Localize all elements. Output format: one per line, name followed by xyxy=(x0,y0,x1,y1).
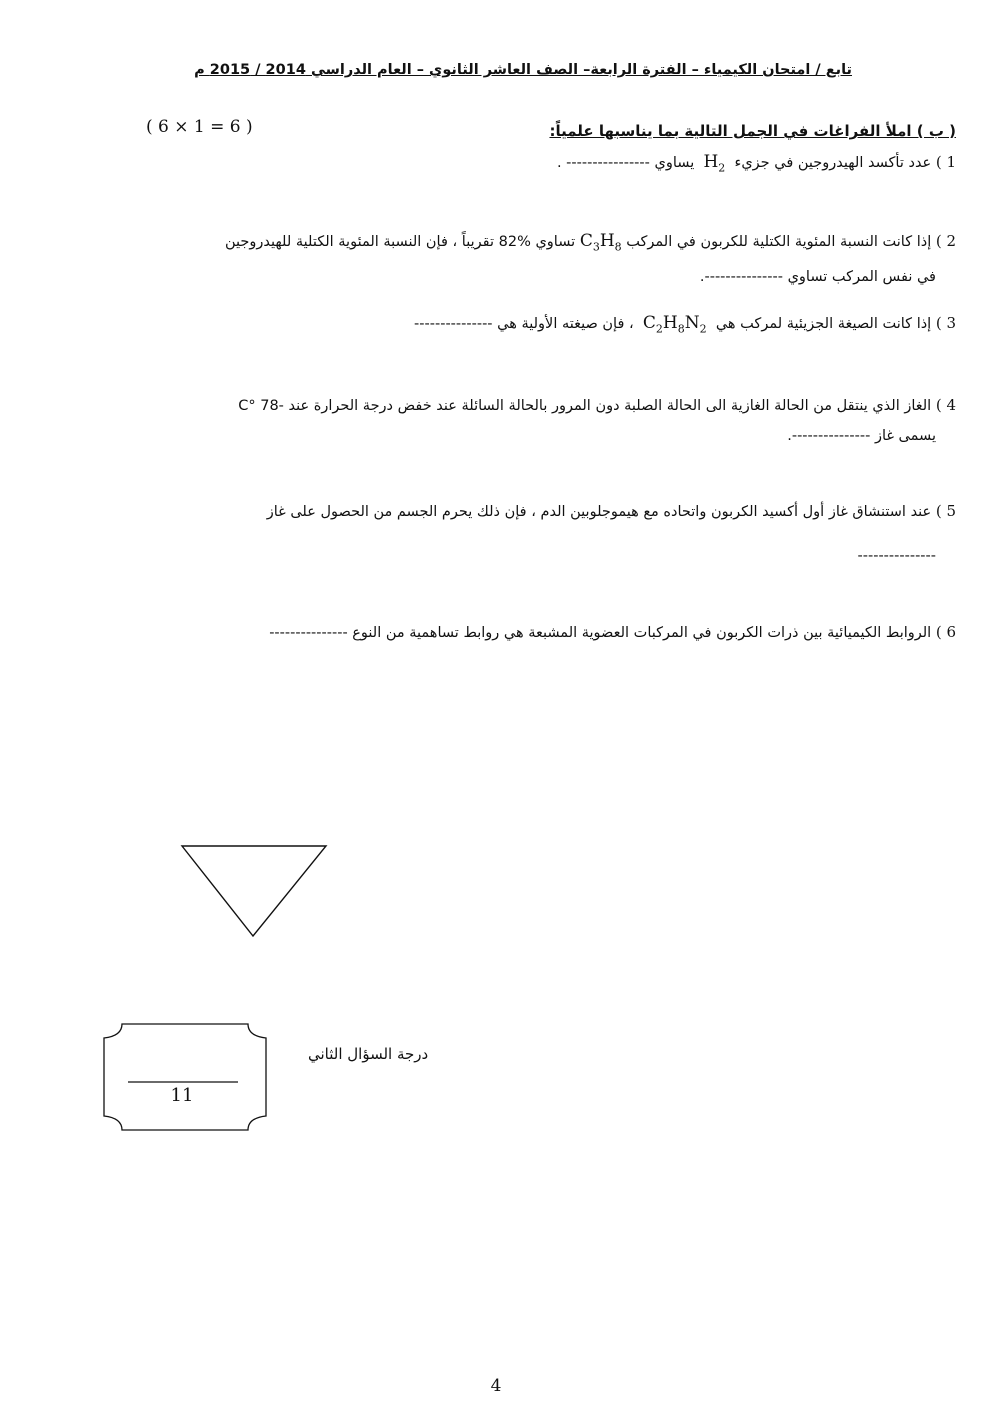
question-text: عدد تأكسد الهيدروجين في جزيء xyxy=(734,155,932,171)
grade-label: درجة السؤال الثاني xyxy=(308,1045,429,1063)
question-1 xyxy=(31,147,956,183)
question-4 xyxy=(31,390,956,451)
question-number: 6 ) xyxy=(935,623,956,641)
question-number: 2 ) xyxy=(935,232,956,250)
question-text: إذا كانت النسبة المئوية الكتلية للكربون في المركب xyxy=(626,234,932,250)
answer-blank[interactable]: ---------------- . xyxy=(556,155,650,171)
answer-blank[interactable]: ---------------. xyxy=(787,428,871,444)
question-5 xyxy=(31,496,956,571)
question-number: 4 ) xyxy=(935,396,956,414)
question-2 xyxy=(31,226,956,292)
answer-blank[interactable]: --------------- xyxy=(857,548,936,564)
answer-blank[interactable]: ---------------. xyxy=(699,269,783,286)
question-text: تساوي %82 تقريباً ، فإن النسبة المئوية الكتلية للهيدروجين xyxy=(225,234,576,250)
section-title: ( ب ) املأ الفراغات في الجمل التالية بما يناسبها علمياً: xyxy=(549,122,956,140)
question-text: الغاز الذي ينتقل من الحالة الغازية الى الحالة الصلبة دون المرور بالحالة السائلة عند خفض درجة الحرارة عند -78 °C xyxy=(238,398,932,414)
question-text-line2: في نفس المركب تساوي xyxy=(787,269,936,286)
question-text: ، فإن صيغته الأولية هي xyxy=(497,316,634,332)
formula-c3h8: $C_3H_8$ xyxy=(579,231,622,254)
question-text: عند استنشاق غاز أول أكسيد الكربون واتحاده مع هيموجلوبين الدم ، فإن ذلك يحرم الجسم من الحصول على غاز xyxy=(266,504,932,520)
answer-blank[interactable]: --------------- xyxy=(414,316,493,332)
exam-header: تابع / امتحان الكيمياء – الفترة الرابعة– الصف العاشر الثانوي – العام الدراسي 2014 / 2015 م xyxy=(194,62,852,78)
question-number: 3 ) xyxy=(935,314,956,332)
question-text: الروابط الكيميائية بين ذرات الكربون في المركبات العضوية المشبعة هي روابط تساهمية من النوع xyxy=(352,625,932,641)
section-marks: ( 6 × 1 = 6 ) xyxy=(146,117,253,137)
grade-max-value: 11 xyxy=(170,1085,194,1106)
question-text: إذا كانت الصيغة الجزيئية لمركب هي xyxy=(715,316,932,332)
page-number: 4 xyxy=(490,1376,502,1396)
question-number: 1 ) xyxy=(935,153,956,171)
formula-c2h8n2: $C_2H_8N_2$ xyxy=(642,313,707,336)
formula-h2: $H_2$ xyxy=(703,152,726,175)
question-number: 5 ) xyxy=(935,502,956,520)
end-triangle-icon xyxy=(180,844,328,940)
answer-blank[interactable]: --------------- xyxy=(269,625,348,641)
grade-box-frame xyxy=(102,1022,268,1132)
question-text-line2: يسمى غاز xyxy=(874,428,936,444)
question-3 xyxy=(31,308,956,344)
question-6 xyxy=(31,617,956,648)
question-text: يساوي xyxy=(654,155,695,171)
